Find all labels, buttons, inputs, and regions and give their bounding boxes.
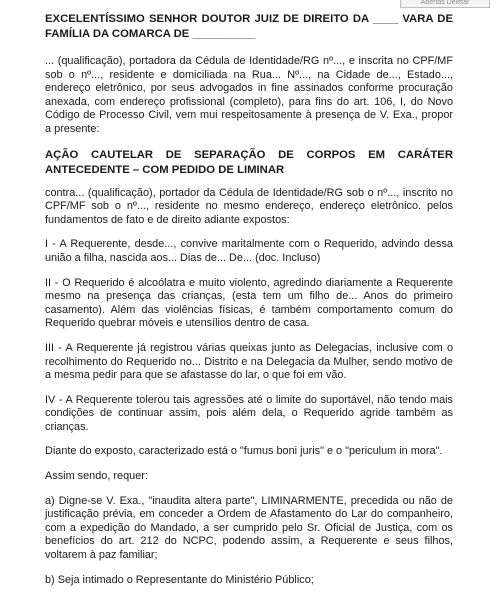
paragraph-requests-intro: Assim sendo, requer: (45, 470, 148, 483)
intro-paragraph: ... (qualificação), portadora da Cédula de Identidade/RG nº..., e inscrita no CPF/MF sob o nº..., residente e domiciliada na Rua... Nº..., na Cidade de..., Estado..., endereço eletrônico, por seus advogados in fine assinados conforme procuração anexada, com endereço profissional (completo), para fins do art. 106, I, do Novo Código de Processo Civil, vem mui respeitosamente à presença de V. Exa., propor a presente: (45, 55, 453, 135)
document-page (45, 12, 453, 598)
request-b: b) Seja intimado o Representante do Ministério Público; (45, 573, 314, 586)
paragraph-iii: III - A Requerente já registrou várias queixas junto as Delegacias, inclusive com o recolhimento do Requerido no... Distrito e na Delegacia da Mulher, sendo motivo de a mesma pedir para que se afastasse do lar, o que foi em vão. (45, 341, 453, 382)
document-title: EXCELENTÍSSIMO SENHOR DOUTOR JUIZ DE DIREITO DA ____ VARA DE FAMÍLIA DA COMARCA DE __________ (45, 13, 453, 40)
paragraph-contra: contra... (qualificação), portador da Cédula de Identidade/RG sob o nº..., inscrito no CPF/MF sob o nº..., residente no mesmo endereço, endereço eletrônico. pelos fundamentos de fato e de direito adiante expostos: (45, 186, 453, 226)
request-a: a) Digne-se V. Exa., "inaudita altera parte", LIMINARMENTE, precedida ou não de justificação prévia, em conceder a Ordem de Afastamento do Lar do companheiro, com a expedição do Mandado, a ser cumprido pelo Sr. Oficial de Justiça, com os benefícios do art. 212 do NCPC, podendo assim, a Requerente e seus filhos, voltarem à paz familiar; (45, 494, 453, 562)
paragraph-i: I - A Requerente, desde..., convive maritalmente com o Requerido, advindo dessa união a filha, nascida aos... Dias de... De... (doc. Incluso) (45, 238, 453, 264)
paragraph-conclusion: Diante do exposto, caracterizado está o "fumus boni juris" e o "periculum in mora". (45, 445, 443, 458)
paragraph-iv: IV - A Requerente tolerou tais agressões até o limite do suportável, não tendo mais condições de continuar assim, pois além dela, o Requerido agride também as crianças. (45, 393, 453, 433)
paragraph-ii: II - O Requerido é alcoólatra e muito violento, agredindo diariamente a Requerente mesmo na presença das crianças, (esta tem um filho de... Anos do primeiro casamento). Além das violências físicas, é também comportamento comum do Requerido quebrar móveis e utensílios dentro de casa. (45, 276, 453, 330)
action-heading: AÇÃO CAUTELAR DE SEPARAÇÃO DE CORPOS EM CARÁTER ANTECEDENTE – COM PEDIDO DE LIMINAR (45, 148, 453, 176)
corner-tab: Abertas Deletar (400, 0, 490, 8)
